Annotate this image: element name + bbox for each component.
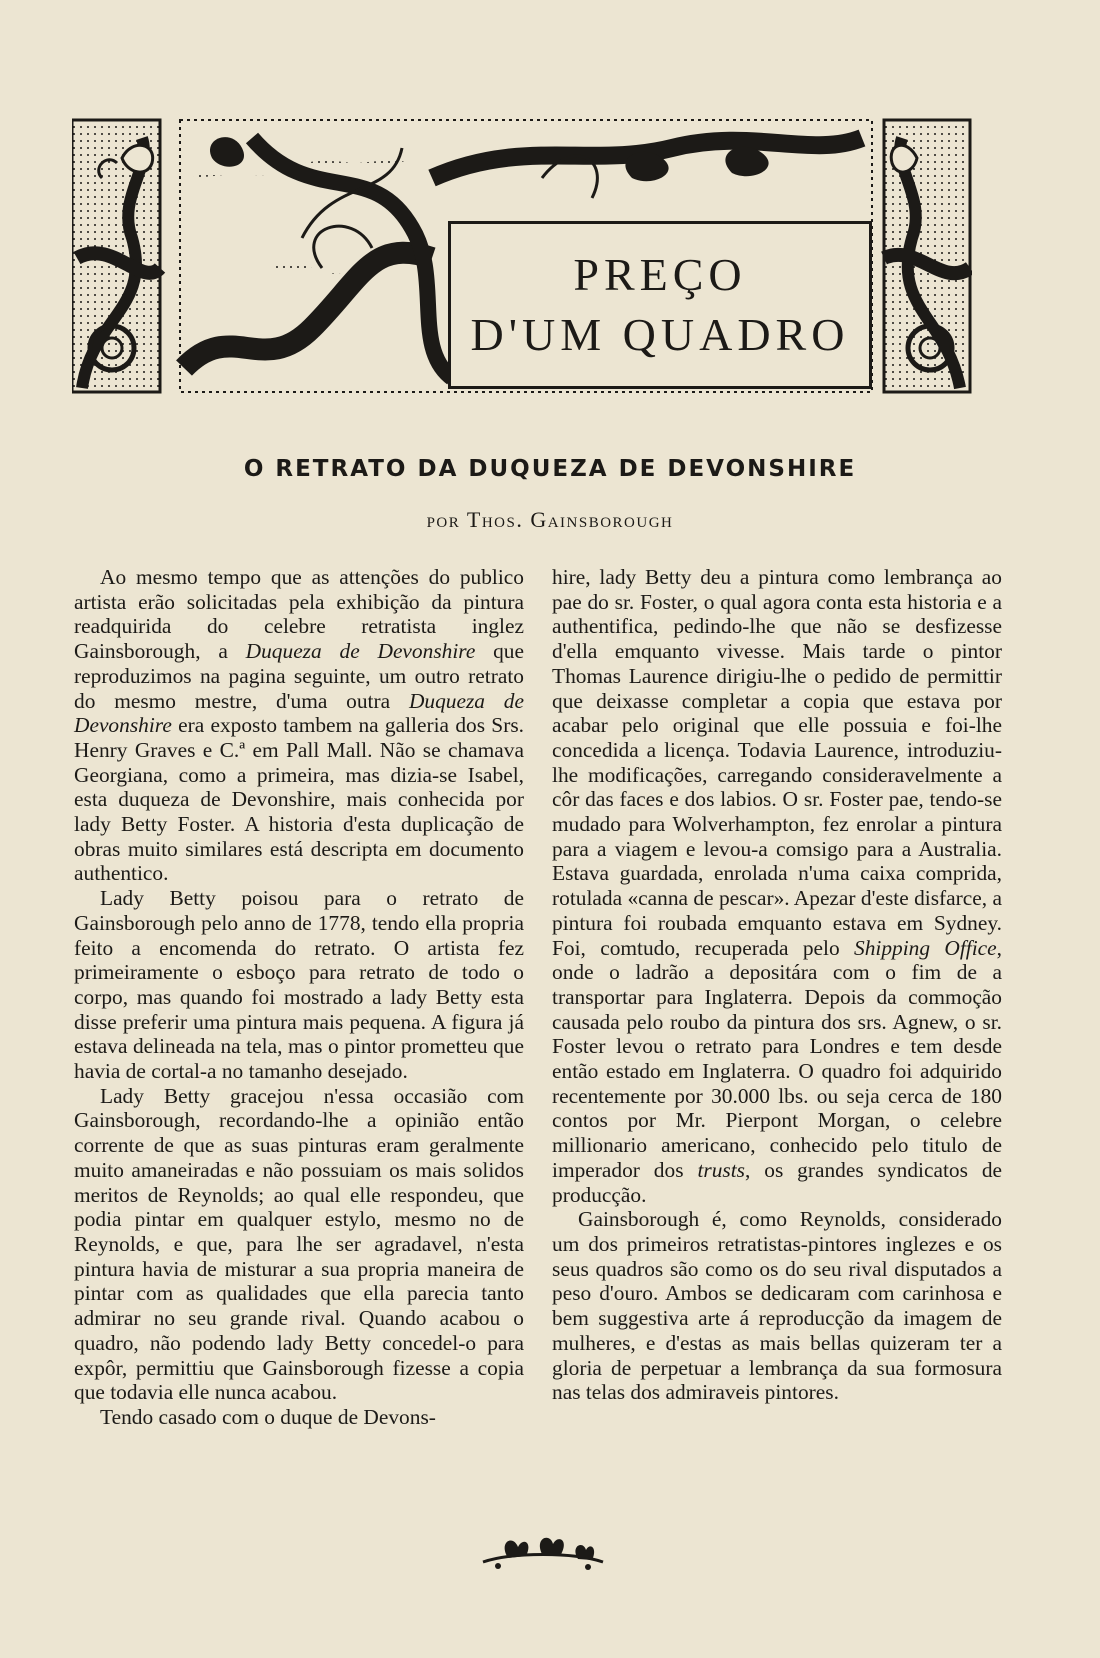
- article-byline: por Thos. Gainsborough: [426, 507, 674, 532]
- title-line-2: D'UM QUADRO: [470, 309, 850, 360]
- italic-term: trusts: [697, 1157, 745, 1182]
- right-side-panel: [884, 120, 970, 392]
- italic-title: Duqueza de Devonshire: [245, 639, 476, 664]
- text-run: hire, lady Betty deu a pintura como lembrança ao pae do sr. Foster, o qual agora conta esta historia e a authentifica, pedindo-lhe que não se desfizesse d'ella emquanto vivesse. Mais tarde o pintor Thomas Laurence dirigiu-lhe o pedido de permittir que deixasse completar a copia que estava por acabar pelo original que elle possuia e foi-lhe concedida a licença. Todavia Laurence, introduziu-lhe modificações, carregando consideravelmente a côr das faces e dos labios. O sr. Foster pae, tendo-se mudado para Wolverhampton, fez enrolar a pintura para a viagem e levou-a comsigo para a Australia. Estava guardada, enrolada n'uma caixa comprida, rotulada «canna de pescar». Apezar d'este disfarce, a pintura foi roubada emquanto estava em Sydney. Foi, comtudo, recuperada pelo: [552, 565, 1002, 960]
- paragraph: [74, 565, 524, 886]
- article-subtitle: O RETRATO DA DUQUEZA DE DEVONSHIRE: [243, 456, 857, 482]
- right-column: [552, 565, 1002, 1405]
- text-run: era exposto tambem na galleria dos Srs. Henry Graves e C.ª em Pall Mall. Não se chamava Georgiana, como a primeira, mas dizia-se Isabel, esta duqueza de Devonshire, mais conhecida por lady Betty Foster. A historia d'esta duplicação de obras muito similares está descripta em documento authentico.: [74, 713, 524, 886]
- paragraph: Gainsborough é, como Reynolds, considerado um dos primeiros retratistas-pintores inglezes e os seus quadros são como os do seu rival disputados a peso d'ouro. Ambos se dedicaram com carinhosa e bem suggestiva arte á reproducção da imagem de mulheres, e d'estas as mais bellas quizeram ter a gloria de perpetuar a lembrança da sua formosura nas telas dos admiraveis pintores.: [552, 1207, 1002, 1405]
- italic-term: Shipping Office: [854, 935, 997, 960]
- italic-title: Duqueza de Devonshire: [74, 688, 524, 738]
- title-box: [448, 221, 872, 389]
- title-line-1: PREÇO: [573, 249, 747, 301]
- paragraph: [552, 565, 1002, 1207]
- paragraph: Lady Betty gracejou n'essa occasião com Gainsborough, recordando-lhe a opinião então corrente de que as suas pinturas eram geralmente muito amaneiradas e não possuiam os mais solidos meritos de Reynolds; ao qual elle respondeu, que podia pintar em qualquer estylo, mesmo no de Reynolds, e que, para lhe ser agradavel, n'esta pintura havia de misturar a sua propria maneira de pintar com as qualidades que ella parecia tanto admirar no seu grande rival. Quando acabou o quadro, não podendo lady Betty concedel-o para expôr, permittiu que Gainsborough fizesse a copia que todavia elle nunca acabou.: [74, 1083, 524, 1405]
- paragraph: Tendo casado com o duque de Devons-: [100, 1404, 436, 1429]
- decorative-header: [72, 118, 972, 418]
- left-side-panel: [72, 120, 160, 392]
- text-run: que reproduzimos na pagina seguinte, um outro retrato do mesmo mestre, d'uma outra: [74, 639, 524, 713]
- text-run: , onde o ladrão a depositára com o fim de a transportar para Inglaterra. Depois da commoção causada pelo roubo da pintura dos srs. Agnew, o sr. Foster levou o retrato para Londres e tem desde então estado em Inglaterra. O quadro foi adquirido recentemente por 30.000 lbs. ou seja cerca de 180 contos por Mr. Pierpont Morgan, o celebre millionario americano, conhecido pelo titulo de imperador dos: [552, 935, 1003, 1182]
- text-run: , os grandes syndicatos de producção.: [552, 1157, 1003, 1207]
- paragraph: Lady Betty poisou para o retrato de Gainsborough pelo anno de 1778, tendo ella propria feito a encomenda do retrato. O artista fez primeiramente o esboço para retrato de todo o corpo, mas quando foi mostrado a lady Betty esta disse preferir uma pintura mais pequena. A figura já estava delineada na tela, mas o pintor prometteu que havia de cortal-a no tamanho desejado.: [74, 886, 524, 1084]
- left-column: [74, 565, 524, 1430]
- text-run: Ao mesmo tempo que as attenções do publico artista erão solicitadas pela exhibição da pintura readquirida do celebre retratista inglez Gainsborough, a: [74, 565, 524, 664]
- leaf-ornament-icon: [478, 1532, 608, 1574]
